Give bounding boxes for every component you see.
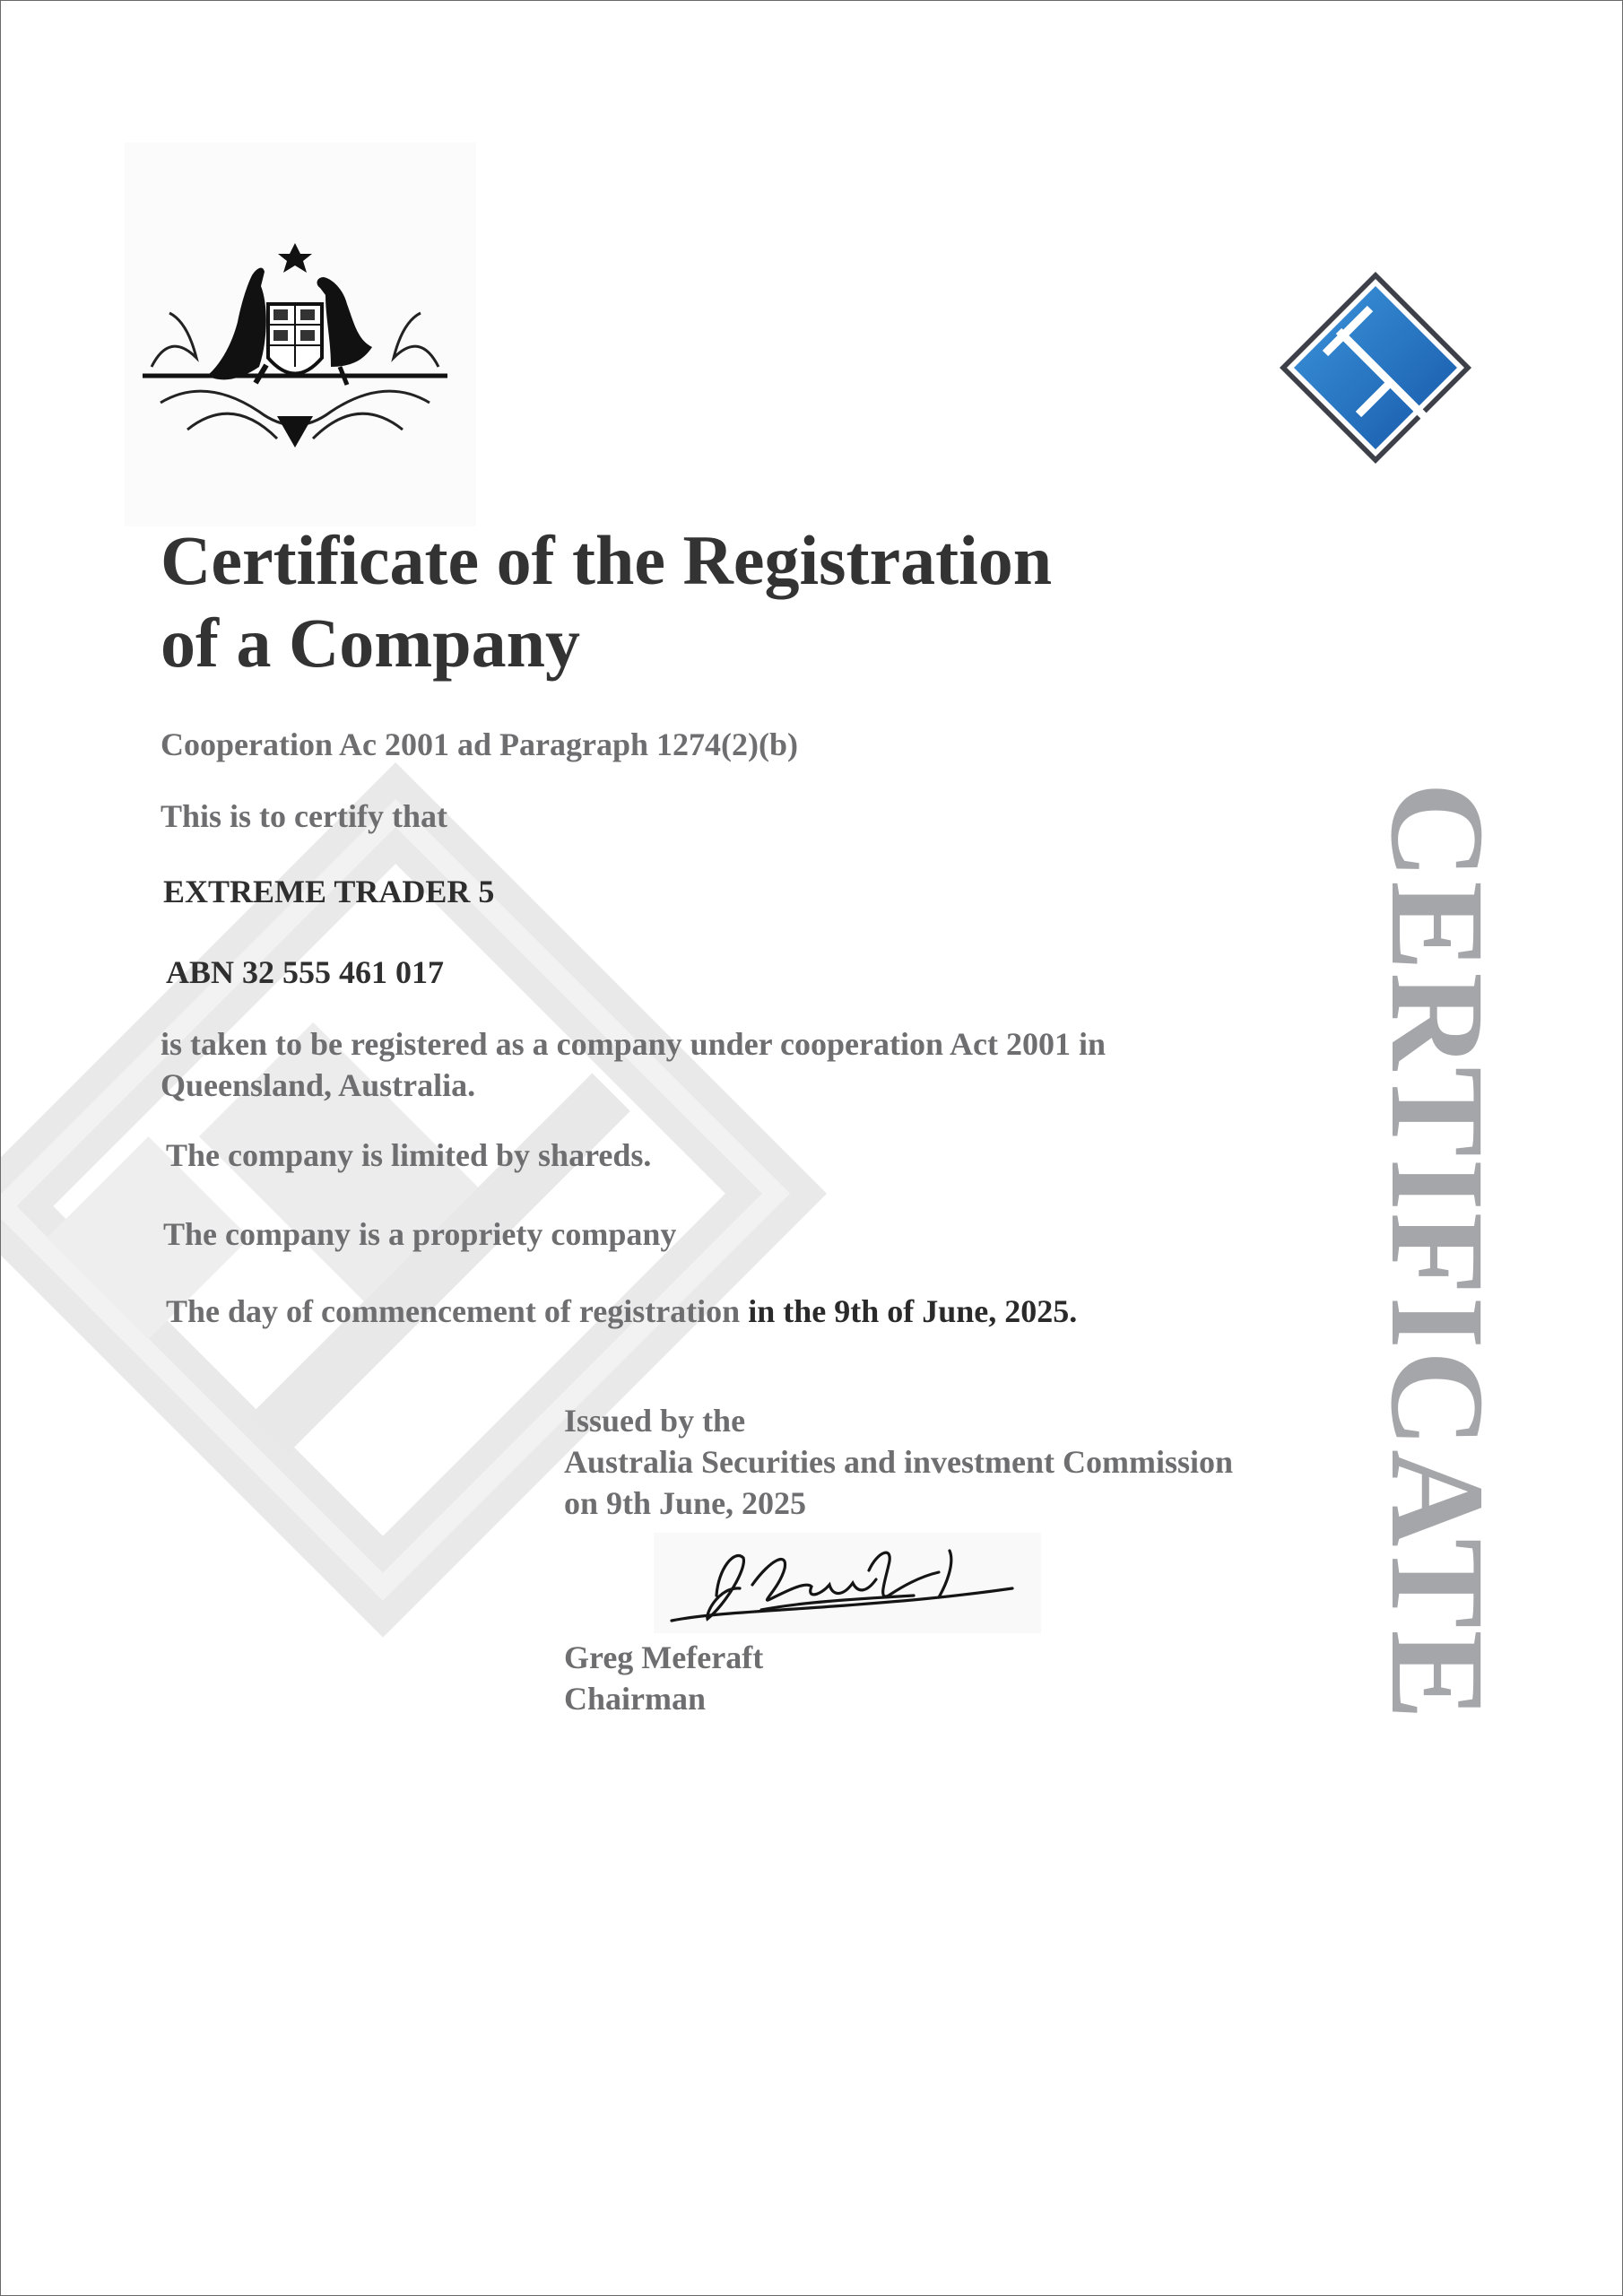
coat-of-arms xyxy=(125,143,476,526)
title-line-2: of a Company xyxy=(161,604,581,682)
limited-statement: The company is limited by shareds. xyxy=(166,1137,652,1173)
coat-of-arms-icon xyxy=(134,232,456,457)
abn-number: ABN 32 555 461 017 xyxy=(166,954,445,990)
issued-by-line-3: on 9th June, 2025 xyxy=(564,1485,807,1521)
certify-intro: This is to certify that xyxy=(161,798,447,834)
commencement-statement xyxy=(166,1292,1077,1330)
signature-icon xyxy=(654,1533,1041,1633)
company-name: EXTREME TRADER 5 xyxy=(163,874,495,909)
issued-by-line-1: Issued by the xyxy=(564,1403,746,1439)
title-line-1: Certificate of the Registration xyxy=(161,521,1053,599)
signatory-name: Greg Meferaft xyxy=(564,1639,764,1675)
commencement-label: The day of commencement of registration xyxy=(166,1293,741,1329)
diamond-logo-icon xyxy=(1276,268,1475,467)
vertical-certificate-heading: CERTIFICATE xyxy=(1363,782,1512,1722)
certificate-title xyxy=(161,519,1147,684)
issued-by-line-2: Australia Securities and investment Commission xyxy=(564,1444,1233,1480)
registration-line-2: Queensland, Australia. xyxy=(161,1067,476,1103)
signatory-title: Chairman xyxy=(564,1681,707,1717)
commencement-date: in the 9th of June, 2025. xyxy=(740,1293,1078,1329)
company-type-statement: The company is a propriety company xyxy=(163,1216,677,1252)
signature-area xyxy=(654,1533,1041,1633)
act-reference: Cooperation Ac 2001 ad Paragraph 1274(2)(b) xyxy=(161,726,798,762)
registration-line-1: is taken to be registered as a company under cooperation Act 2001 in xyxy=(161,1026,1106,1062)
